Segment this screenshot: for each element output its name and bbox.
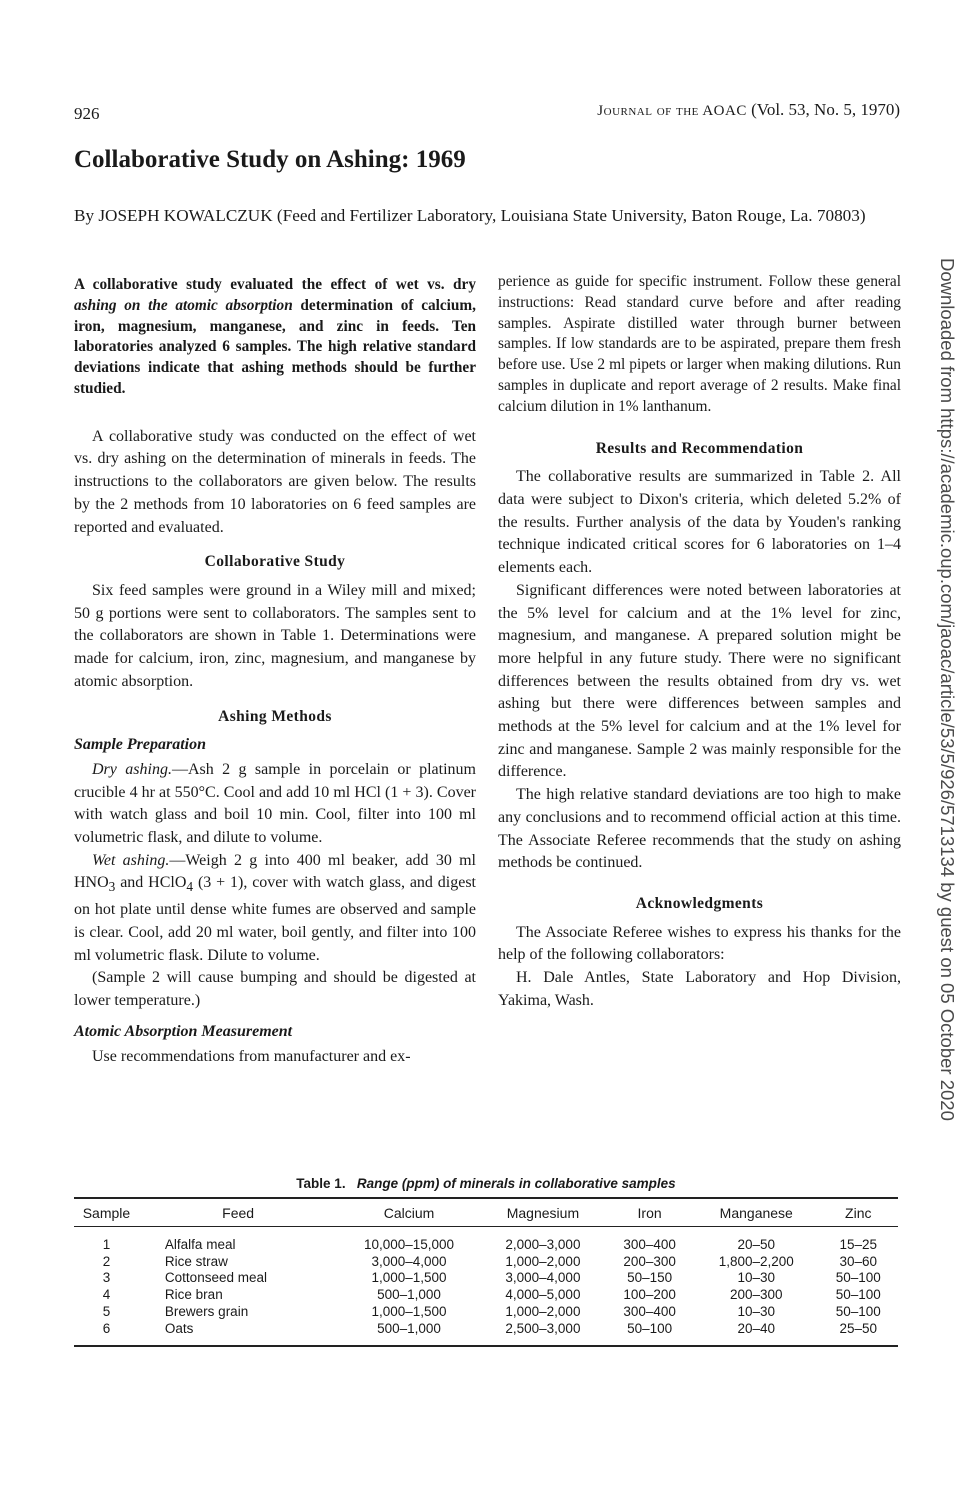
column-header: Manganese [694, 1198, 819, 1227]
table-row [74, 1227, 898, 1254]
results-heading: Results and Recommendation [595, 439, 804, 457]
table-cell: 1,000–2,000 [505, 1303, 581, 1319]
table-cell: 4,000–5,000 [505, 1287, 581, 1303]
table-row [74, 1321, 898, 1347]
table-cell: 1,000–2,000 [505, 1253, 581, 1269]
table-cell: 1 [102, 1237, 111, 1252]
table-cell: 20–50 [737, 1237, 776, 1252]
column-header: Magnesium [481, 1198, 606, 1227]
atomic-absorption-paragraph-continued: perience as guide for specific instrument. Follow these general instructions: Read standard curve before and after reading samples. Aspirate distilled water through burner between samples. If low standards are to be aspirated, prepare them fresh before use. Use 2 ml pipets or larger when making dilutions. Run samples in duplicate and report average of 2 results. Make final calcium dilution in 1% lanthanum. [498, 273, 901, 415]
table-cell: Cottonseed meal [164, 1270, 267, 1286]
table-cell: 2,500–3,000 [505, 1320, 581, 1336]
wet-ashing-text-1: —Weigh 2 g into 400 ml beaker, add 30 ml HNO [74, 851, 476, 892]
table-cell: 6 [102, 1320, 111, 1336]
table-cell: 300–400 [623, 1237, 676, 1252]
collaborative-study-heading: Collaborative Study [204, 553, 346, 571]
table-row [74, 1270, 898, 1287]
atomic-absorption-heading: Atomic Absorption Measurement [74, 1022, 293, 1040]
table-cell: 5 [102, 1303, 111, 1319]
table-cell: 1,000–1,500 [371, 1303, 447, 1319]
table-cell: 300–400 [623, 1303, 676, 1319]
abstract-text-1: A collaborative study evaluated the effect of wet vs. dry [74, 276, 476, 293]
table-caption-text: Range (ppm) of minerals in collaborative samples [356, 1176, 676, 1191]
download-watermark: Downloaded from https://academic.oup.com/jaoac/article/53/5/926/5713134 by guest on 05 October 2020 [937, 258, 958, 1121]
column-header: Zinc [819, 1198, 898, 1227]
wet-ashing-text-3: (3 + 1), cover with watch glass, and digest on hot plate until dense white fumes are observed and sample is clear. Cool, add 20 ml water, boil gently, and filter into 100 ml volumetric flask. Dilute to volume. [74, 874, 477, 964]
table-row [74, 1287, 898, 1304]
table-caption [74, 1176, 898, 1191]
table-cell: 3 [102, 1270, 111, 1286]
minerals-table [74, 1197, 898, 1347]
sample-preparation-heading: Sample Preparation [74, 736, 207, 754]
table-cell: 30–60 [839, 1253, 878, 1269]
table-cell: 500–1,000 [377, 1320, 441, 1336]
table-cell: 10–30 [737, 1270, 776, 1286]
table-cell: Brewers grain [164, 1303, 249, 1319]
table-cell: 200–300 [729, 1287, 783, 1303]
results-paragraph-3: The high relative standard deviations are too high to make any conclusions and to recommend official action at this time. The Associate Referee recommends that the study on ashing methods be continued. [498, 786, 901, 872]
table-cell: 2 [102, 1253, 111, 1269]
table-row [74, 1304, 898, 1321]
page-number: 926 [74, 104, 100, 123]
atomic-absorption-paragraph-start: Use recommendations from manufacturer and ex- [92, 1047, 411, 1065]
wet-ashing-note: (Sample 2 will cause bumping and should be digested at lower temperature.) [74, 969, 476, 1010]
table-label: Table 1. [296, 1176, 346, 1191]
column-header: Calcium [337, 1198, 480, 1227]
table-cell: Oats [164, 1320, 194, 1336]
table-cell: 15–25 [839, 1237, 878, 1252]
table-cell: Alfalfa meal [164, 1237, 236, 1252]
table-cell: 10,000–15,000 [363, 1237, 455, 1252]
right-column [498, 272, 901, 1012]
table-cell: 100–200 [623, 1287, 676, 1303]
dry-ashing-text: —Ash 2 g sample in porcelain or platinum crucible 4 hr at 550°C. Cool and add 10 ml HCl (1 + 3). Cover with watch glass and boil 10 min. Cool, filter into 100 ml volumetric flask, and dilute to volume. [74, 760, 476, 847]
left-column [74, 275, 476, 1068]
table-cell: Rice bran [164, 1287, 223, 1303]
table-cell: 50–100 [627, 1320, 673, 1336]
table-cell: 500–1,000 [377, 1287, 441, 1303]
column-header: Iron [605, 1198, 694, 1227]
table-cell: 4 [102, 1287, 111, 1303]
collaborative-study-paragraph: Six feed samples were ground in a Wiley mill and mixed; 50 g portions were sent to collaborators. The samples sent to the collaborators are shown in Table 1. Determinations were made for calcium, iron, zinc, magnesium, and manganese by atomic absorption. [74, 582, 476, 690]
table-cell: 1,800–2,200 [718, 1253, 794, 1269]
abstract-italic: ashing on the atomic absorption [74, 296, 293, 314]
acknowledgments-paragraph-1: The Associate Referee wishes to express his thanks for the help of the following collaborators: [498, 923, 901, 964]
dry-ashing-label: Dry ashing. [92, 760, 172, 778]
journal-name: Journal of the AOAC [597, 103, 747, 119]
table-cell: 50–100 [835, 1303, 881, 1319]
column-header: Feed [139, 1198, 337, 1227]
table-cell: 1,000–1,500 [371, 1270, 447, 1286]
table-cell: Rice straw [164, 1253, 228, 1269]
abstract [74, 275, 476, 400]
wet-ashing-text-2: and HClO [115, 874, 187, 892]
table-cell: 50–100 [835, 1287, 881, 1303]
ashing-methods-heading: Ashing Methods [218, 707, 332, 725]
table-row [74, 1254, 898, 1271]
results-paragraph-2: Significant differences were noted between laboratories at the 5% level for calcium and at the 1% level for zinc, magnesium, and manganese. A prepared solution might be more helpful in any future study. There were no significant differences between the results obtained from dry vs. wet ashing but there were differences between samples and methods at the 5% level for calcium and at the 1% level for zinc and manganese. Sample 2 was mainly responsible for the difference. [498, 581, 901, 781]
table-cell: 50–150 [627, 1270, 673, 1286]
table-cell: 2,000–3,000 [505, 1237, 581, 1252]
wet-ashing-paragraph [74, 850, 476, 968]
subscript-4: 4 [186, 879, 194, 895]
journal-volume: (Vol. 53, No. 5, 1970) [751, 100, 900, 119]
table-cell: 200–300 [623, 1253, 676, 1269]
column-header: Sample [74, 1198, 139, 1227]
wet-ashing-label: Wet ashing. [92, 851, 170, 869]
table-cell: 10–30 [737, 1303, 776, 1319]
subscript-3: 3 [108, 879, 116, 895]
article-title: Collaborative Study on Ashing: 1969 [74, 146, 466, 173]
table-header-row [74, 1198, 898, 1227]
abstract-text-2: determination of calcium, iron, magnesium, manganese, and zinc in feeds. Ten laboratories analyzed 6 samples. The high relative standard deviations indicate that ashing methods should be further studied. [74, 296, 476, 397]
journal-header [597, 100, 900, 120]
table-cell: 20–40 [737, 1320, 776, 1336]
table-cell: 3,000–4,000 [505, 1270, 581, 1286]
acknowledgments-heading: Acknowledgments [635, 894, 764, 912]
author-byline: By JOSEPH KOWALCZUK (Feed and Fertilizer Laboratory, Louisiana State University, Baton Rouge, La. 70803) [74, 206, 866, 225]
table-cell: 3,000–4,000 [371, 1253, 447, 1269]
table-cell: 50–100 [835, 1270, 881, 1286]
intro-paragraph: A collaborative study was conducted on the effect of wet vs. dry ashing on the determination of minerals in feeds. The instructions to the collaborators are given below. The results by the 2 methods from 10 laboratories on 6 feed samples are reported and evaluated. [74, 427, 476, 536]
results-paragraph-1: The collaborative results are summarized in Table 2. All data were subject to Dixon's criteria, which deleted 5.2% of the results. Further analysis of the data by Youden's ranking technique indicated critical scores for 6 laboratories on 1–4 elements each. [498, 468, 901, 577]
table-cell: 25–50 [839, 1320, 878, 1336]
acknowledgments-paragraph-2: H. Dale Antles, State Laboratory and Hop Division, Yakima, Wash. [498, 969, 901, 1009]
dry-ashing-paragraph [74, 759, 476, 850]
